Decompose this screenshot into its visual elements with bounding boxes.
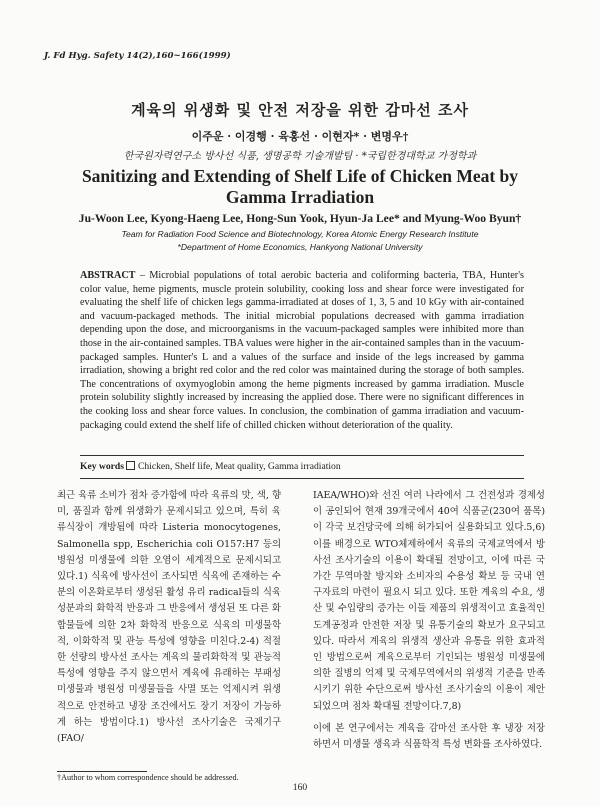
page-number: 160 (292, 782, 308, 793)
affiliation-line-1: Team for Radiation Food Science and Biotechnology, Korea Atomic Energy Research Institute (121, 229, 479, 239)
abstract-label: ABSTRACT (80, 270, 136, 281)
korean-title: 계육의 위생화 및 안전 저장을 위한 감마선 조사 (131, 101, 469, 119)
body-column-right (313, 488, 545, 759)
divider-bottom (80, 478, 524, 479)
korean-affiliation: 한국원자력연구소 방사선 식품, 생명공학 기술개발팀 · *국립한경대학교 가정학과 (123, 151, 477, 162)
english-affiliation (0, 228, 600, 254)
keywords (80, 461, 524, 472)
keywords-text: Chicken, Shelf life, Meat quality, Gamma irradiation (137, 461, 341, 472)
footnote: †Author to whom correspondence should be addressed. (57, 773, 239, 782)
korean-authors: 이주운 · 이경행 · 육홍선 · 이현자* · 변명우† (191, 130, 409, 143)
divider-top (80, 455, 524, 456)
keywords-label: Key words (80, 461, 124, 472)
body-paragraph: 최근 육류 소비가 점차 증가함에 따라 육류의 맛, 색, 향미, 품질과 함께 위생화가 문제시되고 있으며, 특히 육류식장이 개방됨에 따라 Listeria monocytogenes, Salmonella spp, Escherichia coli O157:H7 등의 병원성 미생물에 의한 오염이 세계적으로 문제시되고 있다.1) 식육에 방사선이 조사되면 식육에 존재하는 수분의 이온화로부터 생성된 활성 유리 radical들의 식육성분과의 화학적 반응과 그 반응에서 생성된 또 다른 화합물들에 의한 2차 화학적 반응으로 식육의 미생물학적, 이화학적 및 관능 특성에 영향을 미친다.2-4) 적절한 선량의 방사선 조사는 계육의 물리화학적 및 관능적 특성에 영향을 주지 않으면서 계육에 유래하는 부패성 미생물과 병원성 미생물들을 사멸 또는 억제시켜 위생적으로 안전하고 냉장 조건에서도 장기 저장이 가능하게 하는 방법이다.1) 방사선 조사기술은 국제기구(FAO/ (57, 490, 281, 745)
body-paragraph: 이에 본 연구에서는 계육을 감마선 조사한 후 냉장 저장하면서 미생물 생육과 식품학적 특성 변화를 조사하였다. (313, 722, 545, 751)
english-authors: Ju-Woon Lee, Kyong-Haeng Lee, Hong-Sun Yook, Hyun-Ja Lee* and Myung-Woo Byun† (78, 212, 522, 225)
abstract (80, 269, 524, 432)
body-paragraph: IAEA/WHO)와 선진 여러 나라에서 그 건전성과 경제성이 공인되어 현재 39개국에서 40여 식품군(230여 품목)이 각국 보건당국에 의해 허가되어 실용화되고 있다.5,6) 이를 배경으로 WTO체제하에서 육류의 국제교역에서 방사선 조사기술의 이용이 확대될 전망이고, 이에 따른 국가간 무역마찰 방지와 소비자의 수용성 확보 등 국내 연구자료의 마련이 필요시 되고 있다. 또한 계육의 수요, 생산 및 수입량의 증가는 이들 제품의 위생적이고 효율적인 도계공정과 안전한 저장 및 유통기술의 확보가 요구되고 있다. 따라서 계육의 위생적 생산과 유통을 위한 효과적인 방법으로써 계육으로부터 기인되는 병원성 미생물에 의한 질병의 억제 및 국제무역에서의 위생적 기준을 만족시키기 위한 수단으로써 방사선 조사기술의 이용이 제안되었으며 점차 확대될 전망이다.7,8) (313, 490, 545, 712)
checkbox-icon (126, 461, 135, 470)
affiliation-line-2: *Department of Home Economics, Hankyong National University (177, 242, 423, 252)
footnote-rule (57, 771, 147, 772)
body-column-left (57, 488, 281, 753)
journal-citation: J. Fd Hyg. Safety 14(2),160~166(1999) (44, 51, 231, 61)
english-title: Sanitizing and Extending of Shelf Life of Chicken Meat by Gamma Irradiation (81, 166, 519, 207)
abstract-text: – Microbial populations of total aerobic bacteria and coliforming bacteria, TBA, Hunter's color value, heme pigments, muscle protein solubility, cooking loss and shear force were investigated for evaluating the shelf life of chicken legs gamma-irradiated at doses of 1, 3, 5 and 10 kGy with air-contained and vacuum-packaged methods. The initial microbial populations decreased with gamma irradiation depending upon the dose, and microorganisms in the vacuum-packaged samples were inhibited more than those in the air-contained samples. TBA values were higher in the air-contained samples than in the vacuum-packaged samples. Hunter's L and a values of the surface and inside of the legs increased by gamma irradiation, showing a bright red color and the red color was maintained during the storage of both samples. The concentrations of oxymyoglobin among the heme pigments increased by gamma irradiation. Muscle protein solubility slightly increased by increasing the applied dose. There were no significant differences in the cooking loss and shear force values. In conclusion, the combination of gamma irradiation and vacuum-packaging could extend the shelf life of chilled chicken without deterioration of the quality. (80, 270, 524, 431)
